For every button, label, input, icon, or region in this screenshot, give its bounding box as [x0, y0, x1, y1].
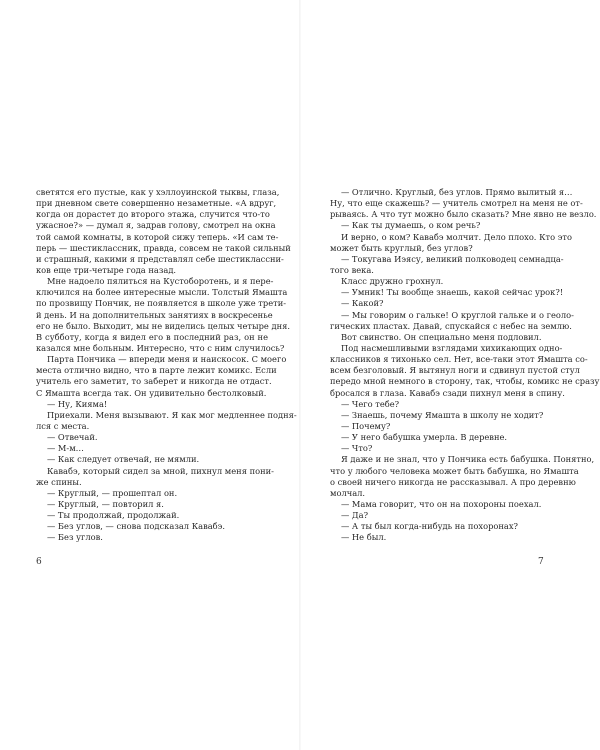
text-line: Вот свинство. Он специально меня подловил. — [341, 331, 542, 342]
text-line: рываясь. А что тут можно было сказать? Мне явно не везло. — [330, 209, 597, 220]
text-line: — Круглый, — прошептал он. — [47, 487, 178, 498]
text-line: Парта Пончика — впереди меня и наискосок. С моего — [47, 354, 287, 365]
left-page-text — [36, 187, 297, 544]
text-line: — Отвечай. — [47, 432, 98, 443]
text-line: — Отлично. Круглый, без углов. Прямо вылитый я… — [341, 187, 573, 197]
book-gutter — [299, 0, 301, 750]
text-line: — Знаешь, почему Ямашта в школу не ходит? — [341, 409, 544, 420]
text-line: по прозвищу Пончик, не появляется в школе уже трети- — [36, 298, 287, 309]
text-line: — У него бабушка умерла. В деревне. — [341, 432, 508, 443]
text-line: — Токугава Иэясу, великий полководец семнадца- — [341, 253, 564, 264]
text-line: Я даже и не знал, что у Пончика есть бабушка. Понятно, — [341, 454, 595, 465]
text-line: — Не был. — [341, 532, 387, 543]
text-line: — Чего тебе? — [341, 398, 400, 409]
text-line: И верно, о ком? Кавабэ молчит. Дело плохо. Кто это — [341, 231, 572, 242]
text-line: может быть круглый, без углов? — [330, 242, 473, 253]
text-line: Под насмешливыми взглядами хихикающих одно- — [341, 342, 563, 353]
text-line: Ну, что еще скажешь? — учитель смотрел на меня не от- — [330, 198, 583, 209]
text-line: что у любого человека может быть бабушка, но Ямашта — [330, 465, 579, 476]
text-line: ков еще три-четыре года назад. — [36, 264, 177, 275]
text-line: его не было. Выходит, мы не виделись целых четыре дня. — [36, 320, 290, 331]
text-line: — Без углов. — [47, 532, 103, 543]
text-line: — Мы говорим о гальке! О круглой гальке и о геоло- — [341, 309, 574, 320]
text-line: В субботу, когда я видел его в последний раз, он не — [36, 331, 268, 342]
text-line: ключился на более интересные мысли. Толстый Ямашта — [36, 287, 288, 298]
text-line: Класс дружно грохнул. — [341, 276, 444, 287]
text-line: о своей ничего никогда не рассказывал. А про деревню — [330, 476, 576, 487]
text-line: — Ну, Кияма! — [47, 398, 108, 409]
text-line: й день. И на дополнительных занятиях в воскресенье — [36, 309, 273, 320]
text-line: молчал. — [330, 487, 366, 498]
text-line: — М-м… — [47, 443, 84, 454]
text-line: — Да? — [341, 510, 369, 521]
text-line: — Как следует отвечай, не мямли. — [47, 454, 200, 465]
text-line: ужасное?» — думал я, задрав голову, смотрел на окна — [36, 220, 276, 231]
text-line: при дневном свете совершенно незаметные. «А вдруг, — [36, 198, 277, 209]
text-line: — Без углов, — снова подсказал Кавабэ. — [47, 521, 225, 532]
text-line: бросался в глаза. Кавабэ сзади пихнул меня в спину. — [330, 387, 565, 398]
text-line: того века. — [330, 264, 374, 275]
text-line: — А ты был когда-нибудь на похоронах? — [341, 521, 519, 532]
text-line: же спины. — [36, 476, 82, 487]
text-line: места отлично видно, что в парте лежит комикс. Если — [36, 365, 277, 376]
right-page-text — [330, 187, 600, 544]
text-line: классников я тихонько сел. Нет, все-таки этот Ямашта со- — [330, 354, 588, 365]
text-line: — Как ты думаешь, о ком речь? — [341, 220, 481, 231]
text-line: передо мной немного в сторону, так, чтобы, комикс не сразу — [330, 376, 600, 387]
text-line: всем безголовый. Я вытянул ноги и сдвинул пустой стул — [330, 365, 580, 376]
text-line: — Какой? — [341, 298, 384, 309]
text-line: Приехали. Меня вызывают. Я как мог медленнее подня- — [47, 409, 297, 420]
text-line: Кавабэ, который сидел за мной, пихнул меня пони- — [47, 465, 274, 476]
text-line: перь — шестиклассник, правда, совсем не такой сильный — [36, 242, 291, 253]
text-line: когда он дорастет до второго этажа, случится что-то — [36, 209, 270, 220]
text-line: — Мама говорит, что он на похороны поехал. — [341, 498, 542, 509]
text-line: — Умник! Ты вообще знаешь, какой сейчас урок?! — [341, 287, 564, 298]
text-line: лся с места. — [36, 420, 90, 431]
text-line: Мне надоело пялиться на Кустоборотень, и я пере- — [47, 276, 274, 287]
text-line: — Что? — [341, 443, 373, 454]
text-line: светятся его пустые, как у хэллоуинской тыквы, глаза, — [36, 187, 280, 197]
text-line: — Круглый, — повторил я. — [47, 498, 164, 509]
text-line: той самой комнаты, в которой сижу теперь. «И сам те- — [36, 231, 279, 242]
text-line: — Почему? — [341, 420, 391, 431]
text-line: — Ты продолжай, продолжай. — [47, 510, 180, 521]
text-line: гических пластах. Давай, спускайся с небес на землю. — [330, 320, 572, 331]
text-line: учитель его заметит, то заберет и никогда не отдаст. — [36, 376, 272, 387]
text-line: казался мне больным. Интересно, что с ним случилось? — [36, 342, 285, 353]
right-page-number: 7 — [538, 557, 544, 567]
left-page-number: 6 — [36, 557, 42, 567]
text-line: С Ямашта всегда так. Он удивительно бестолковый. — [36, 387, 267, 398]
text-line: и страшный, какими я представлял себе шестиклассни- — [36, 253, 284, 264]
